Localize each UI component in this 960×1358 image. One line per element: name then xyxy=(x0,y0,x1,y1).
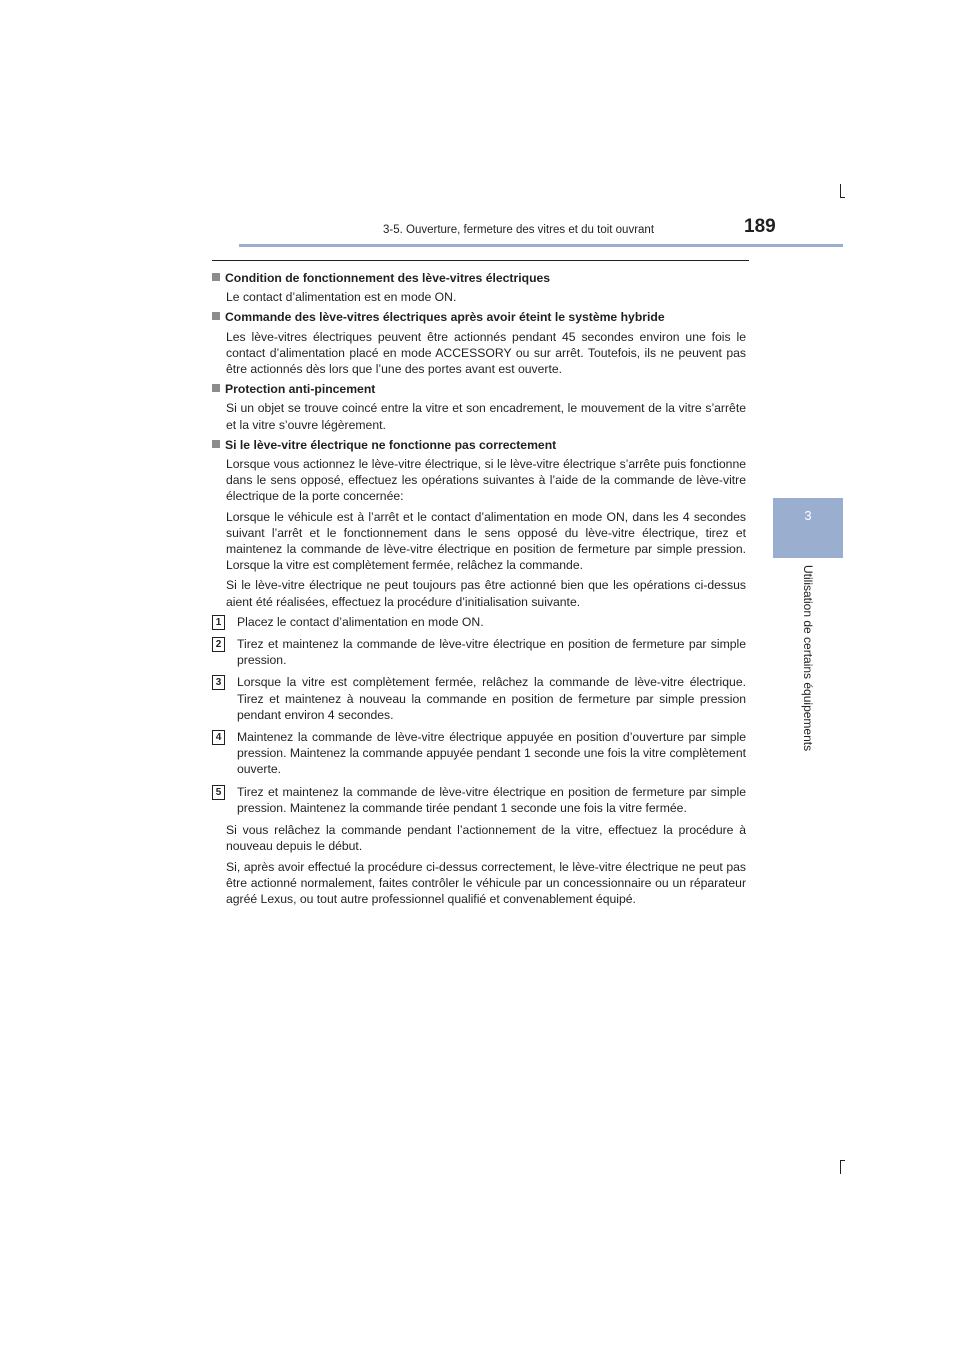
step-item xyxy=(212,784,746,816)
section-heading: Condition de fonctionnement des lève-vitres électriques xyxy=(225,271,551,285)
steps-list xyxy=(212,614,746,816)
page-number: 189 xyxy=(744,216,776,237)
step-text: Maintenez la commande de lève-vitre électrique appuyée en position d’ouverture par simple pression. Maintenez la commande appuyée pendant 1 seconde une fois la vitre complètement ouverte. xyxy=(237,730,746,777)
step-number: 2 xyxy=(212,637,225,652)
square-bullet-icon xyxy=(212,440,220,448)
step-item xyxy=(212,614,746,630)
crop-mark-bottom-foot xyxy=(840,1160,845,1161)
section-jam-protection xyxy=(212,381,746,433)
section-operating-condition xyxy=(212,270,746,305)
step-item xyxy=(212,636,746,668)
section-after-shutdown xyxy=(212,309,746,377)
section-malfunction xyxy=(212,437,746,610)
step-number: 4 xyxy=(212,730,225,745)
step-item xyxy=(212,729,746,778)
chapter-tab xyxy=(773,498,843,558)
section-heading: Protection anti-pincement xyxy=(225,382,376,397)
chapter-number: 3 xyxy=(804,508,812,523)
section-heading: Si le lève-vitre électrique ne fonctionne pas correctement xyxy=(225,437,557,452)
main-content xyxy=(212,270,746,911)
paragraph: Les lève-vitres électriques peuvent être actionnés pendant 45 secondes environ une fois le contact d’alimentation placé en mode ACCESSORY ou sur arrêt. Toutefois, ils ne peuvent pas être actionnés dès lors que l’une des portes avant est ouverte. xyxy=(226,329,746,377)
crop-mark-top-foot xyxy=(840,197,845,198)
step-text: Tirez et maintenez la commande de lève-vitre électrique en position de fermeture par simple pression. xyxy=(237,637,746,668)
chapter-title: Utilisation de certains équipements xyxy=(801,565,815,752)
square-bullet-icon xyxy=(212,273,220,281)
paragraph: Le contact d’alimentation est en mode ON. xyxy=(226,290,457,305)
paragraph: Lorsque le véhicule est à l’arrêt et le contact d’alimentation en mode ON, dans les 4 secondes suivant l’arrêt et le fonctionnement dans le sens opposé du lève-vitre électrique, tirez et maintenez la commande de lève-vitre électrique en position de fermeture par simple pression. Lorsque la vitre est complètement fermée, relâchez la commande. xyxy=(226,509,746,573)
step-text: Lorsque la vitre est complètement fermée, relâchez la commande de lève-vitre électrique. Tirez et maintenez à nouveau la commande en position de fermeture par simple pression pendant environ 4 secondes. xyxy=(237,675,746,722)
header-rule xyxy=(239,244,843,247)
section-title: 3-5. Ouverture, fermeture des vitres et du toit ouvrant xyxy=(383,224,655,236)
paragraph: Lorsque vous actionnez le lève-vitre électrique, si le lève-vitre électrique s’arrête puis fonctionne dans le sens opposé, effectuez les opérations suivantes à l’aide de la commande de lève-vitre électrique de la porte concernée: xyxy=(226,457,746,504)
paragraph: Si un objet se trouve coincé entre la vitre et son encadrement, le mouvement de la vitre s’arrête et la vitre s’ouvre légèrement. xyxy=(226,401,746,432)
step-number: 5 xyxy=(212,785,225,800)
step-text: Tirez et maintenez la commande de lève-vitre électrique en position de fermeture par simple pression. Maintenez la commande tirée pendant 1 seconde une fois la vitre fermée. xyxy=(237,784,746,815)
crop-mark-top xyxy=(840,184,841,198)
step-number: 1 xyxy=(212,615,225,630)
step-number: 3 xyxy=(212,675,225,690)
content-top-rule xyxy=(212,260,749,261)
paragraph: Si le lève-vitre électrique ne peut toujours pas être actionné bien que les opérations ci-dessus aient été réalisées, effectuez la procédure d’initialisation suivante. xyxy=(226,578,746,609)
step-text: Placez le contact d’alimentation en mode ON. xyxy=(237,614,484,629)
step-item xyxy=(212,674,746,723)
closing-paragraph: Si vous relâchez la commande pendant l’actionnement de la vitre, effectuez la procédure à nouveau depuis le début. xyxy=(226,823,746,854)
closing-paragraph: Si, après avoir effectué la procédure ci-dessus correctement, le lève-vitre électrique ne peut pas être actionné normalement, faites contrôler le véhicule par un concessionnaire ou un réparateur agréé Lexus, ou tout autre professionnel qualifié et convenablement équipé. xyxy=(226,859,746,906)
section-heading: Commande des lève-vitres électriques après avoir éteint le système hybride xyxy=(225,310,665,325)
square-bullet-icon xyxy=(212,312,220,320)
square-bullet-icon xyxy=(212,384,220,392)
crop-mark-bottom xyxy=(840,1160,841,1174)
